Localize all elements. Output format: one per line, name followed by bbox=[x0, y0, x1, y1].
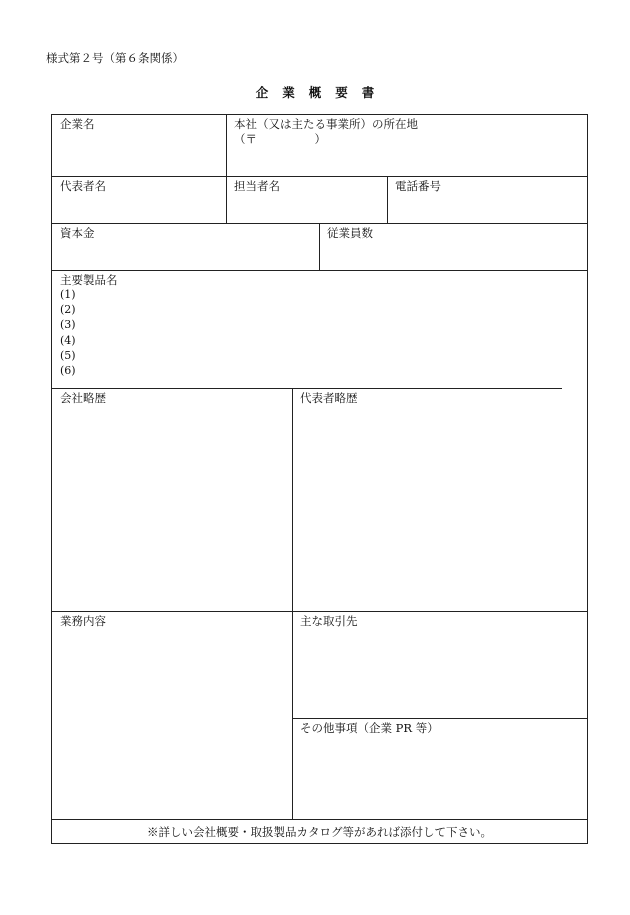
column-divider bbox=[226, 115, 227, 176]
row-divider bbox=[52, 176, 587, 177]
form-number: 様式第２号（第６条関係） bbox=[46, 51, 184, 65]
company-history-label: 会社略歴 bbox=[60, 391, 106, 405]
product-item: (5) bbox=[60, 348, 76, 362]
document-title: 企業概要書 bbox=[255, 85, 389, 100]
postal-code-label: （〒 ） bbox=[234, 132, 326, 146]
employees-label: 従業員数 bbox=[327, 226, 373, 240]
contact-person-label: 担当者名 bbox=[234, 179, 280, 193]
other-matters-label: その他事項（企業 PR 等） bbox=[300, 721, 439, 735]
company-name-label: 企業名 bbox=[60, 117, 95, 131]
product-list bbox=[60, 287, 76, 378]
column-divider bbox=[387, 176, 388, 223]
row-divider bbox=[52, 819, 587, 820]
product-item: (2) bbox=[60, 303, 76, 317]
form-table bbox=[51, 114, 588, 844]
product-item: (1) bbox=[60, 288, 76, 301]
attachment-note: ※詳しい会社概要・取扱製品カタログ等があれば添付して下さい。 bbox=[147, 825, 492, 839]
column-divider bbox=[226, 176, 227, 223]
phone-label: 電話番号 bbox=[395, 179, 441, 193]
main-products-label: 主要製品名 bbox=[60, 273, 118, 287]
row-divider bbox=[292, 718, 587, 719]
representative-label: 代表者名 bbox=[60, 179, 106, 193]
product-item: (3) bbox=[60, 318, 76, 332]
product-item: (6) bbox=[60, 364, 76, 378]
business-content-label: 業務内容 bbox=[60, 614, 106, 628]
column-divider bbox=[319, 223, 320, 270]
row-divider bbox=[52, 388, 562, 389]
column-divider bbox=[292, 388, 293, 819]
representative-history-label: 代表者略歴 bbox=[300, 391, 358, 405]
capital-label: 資本金 bbox=[60, 226, 95, 240]
main-clients-label: 主な取引先 bbox=[300, 614, 358, 628]
row-divider bbox=[52, 270, 587, 271]
head-office-label: 本社（又は主たる事業所）の所在地 bbox=[234, 117, 418, 131]
product-item: (4) bbox=[60, 333, 76, 347]
row-divider bbox=[52, 611, 587, 612]
